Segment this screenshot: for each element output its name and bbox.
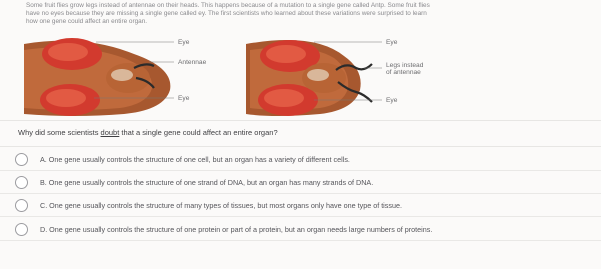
choice-text: A. One gene usually controls the structure of one cell, but an organ has a variety of different cells.	[40, 154, 350, 164]
question-after: that a single gene could affect an entire organ?	[119, 128, 278, 137]
passage-line: how one gene could affect an entire organ.	[26, 18, 148, 26]
fly-illustrations	[24, 34, 494, 116]
eye-label-top: Eye	[178, 39, 190, 46]
passage	[26, 2, 596, 27]
antennae-label: Antennae	[178, 59, 207, 66]
radio-button[interactable]	[15, 199, 28, 212]
choice-d[interactable]	[0, 218, 601, 241]
normal-fly-image	[24, 38, 174, 116]
question-underlined-word: doubt	[100, 128, 120, 137]
radio-button[interactable]	[15, 176, 28, 189]
mutant-fly-image	[246, 40, 382, 116]
passage-line: have no eyes because they are missing a single gene called ey. The first scientists who learned about these variations were surprised to learn	[26, 10, 427, 18]
choice-text: C. One gene usually controls the structure of many types of tissues, but most organs only have one type of tissue.	[40, 200, 402, 210]
radio-button[interactable]	[15, 153, 28, 166]
legs-label-line1: Legs instead	[386, 62, 424, 69]
question-text	[18, 128, 278, 137]
passage-line: Some fruit flies grow legs instead of antennae on their heads. This happens because of a mutation to a single gene called Antp. Some fruit flies	[26, 2, 430, 9]
legs-label-line2: of antennae	[386, 69, 421, 76]
divider	[0, 146, 601, 147]
divider	[0, 120, 601, 121]
radio-button[interactable]	[15, 223, 28, 236]
choice-text: D. One gene usually controls the structure of one protein or part of a protein, but an organ needs large numbers of proteins.	[40, 224, 433, 234]
choice-b[interactable]	[0, 171, 601, 194]
choice-text: B. One gene usually controls the structure of one strand of DNA, but an organ has many strands of DNA.	[40, 177, 374, 187]
fly-figure	[24, 34, 494, 116]
choice-c[interactable]	[0, 194, 601, 217]
mutant-eye-label-bottom: Eye	[386, 97, 398, 104]
question-before: Why did some scientists	[18, 128, 101, 137]
mutant-eye-label-top: Eye	[386, 39, 398, 46]
eye-label-bottom: Eye	[178, 95, 190, 102]
choice-a[interactable]	[0, 148, 601, 171]
